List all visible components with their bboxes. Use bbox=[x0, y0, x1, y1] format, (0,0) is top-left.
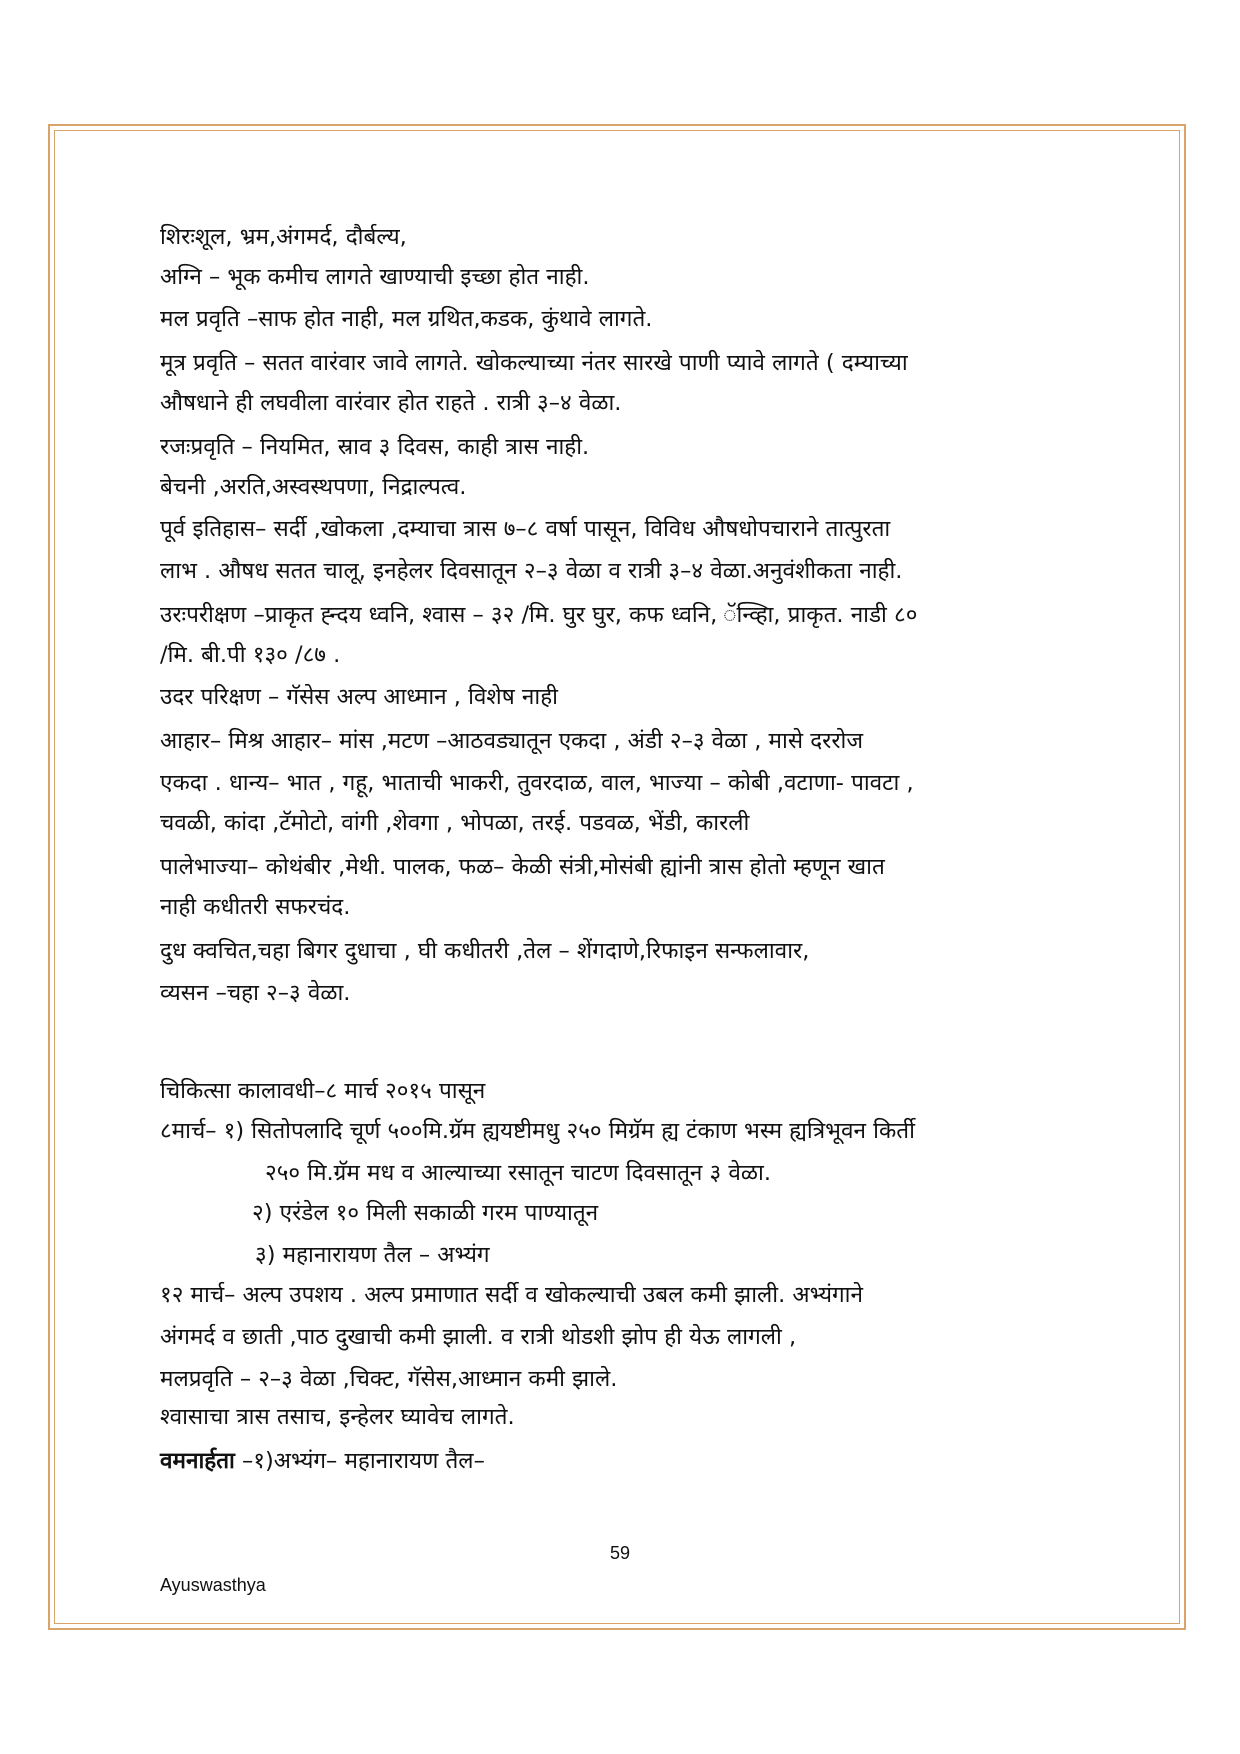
text-line-18: दुध क्वचित,चहा बिगर दुधाचा , घी कधीतरी ,तेल – शेंगदाणे,रिफाइन सन्फलावार, bbox=[160, 938, 810, 964]
treatment-day-1-item-2: २) एरंडेल १० मिली सकाळी गरम पाण्यातून bbox=[252, 1200, 599, 1226]
text-line-10: उरःपरीक्षण –प्राकृत ह्न्दय ध्वनि, श्वास – ३२ /मि. घुर घुर, कफ ध्वनि, ॅन्व्हाि, प्राकृत. नाडी ८० bbox=[160, 602, 918, 628]
followup-line-1: १२ मार्च– अल्प उपशय . अल्प प्रमाणात सर्दी व खोकल्याची उबल कमी झाली. अभ्यंगाने bbox=[160, 1282, 863, 1308]
text-line-5: औषधाने ही लघवीला वारंवार होत राहते . रात्री ३–४ वेळा. bbox=[160, 390, 622, 416]
page-number: 59 bbox=[609, 1543, 631, 1563]
followup-line-3: मलप्रवृति – २–३ वेळा ,चिक्ट, गॅसेस,आध्मान कमी झाले. bbox=[160, 1366, 618, 1392]
emesis-eligibility-label: वमनार्हता bbox=[160, 1448, 235, 1474]
text-line-15: चवळी, कांदा ,टॅमोटो, वांगी ,शेवगा , भोपळा, तरई. पडवळ, भेंडी, कारली bbox=[160, 810, 750, 836]
text-line-7: बेचनी ,अरति,अस्वस्थपणा, निद्राल्पत्व. bbox=[160, 474, 467, 500]
emesis-eligibility-line bbox=[160, 1446, 485, 1476]
emesis-eligibility-text: –१)अभ्यंग– महानारायण तैल– bbox=[234, 1448, 485, 1474]
treatment-heading: चिकित्सा कालावधी–८ मार्च २०१५ पासून bbox=[160, 1078, 486, 1104]
text-line-4: मूत्र प्रवृति – सतत वारंवार जावे लागते. खोकल्याच्या नंतर सारखे पाणी प्यावे लागते ( दम्याच्या bbox=[160, 350, 908, 376]
text-line-12: उदर परिक्षण – गॅसेस अल्प आध्मान , विशेष नाही bbox=[160, 684, 558, 710]
treatment-day-1-item-1: ८मार्च– १) सितोपलादि चूर्ण ५००मि.ग्रॅम ह्ययष्टीमधु २५० मिग्रॅम ह्य टंकाण भस्म ह्यत्रिभूवन किर्ती bbox=[160, 1118, 915, 1144]
footer-text: Ayuswasthya bbox=[160, 1575, 266, 1595]
followup-line-4: श्वासाचा त्रास तसाच, इन्हेलर घ्यावेच लागते. bbox=[160, 1404, 515, 1430]
treatment-day-1-item-3: ३) महानारायण तैल – अभ्यंग bbox=[255, 1242, 490, 1268]
text-line-1: शिरःशूल, भ्रम,अंगमर्द, दौर्बल्य, bbox=[160, 224, 407, 250]
text-line-11: /मि. बी.पी १३० /८७ . bbox=[160, 642, 341, 668]
followup-line-2: अंगमर्द व छाती ,पाठ दुखाची कमी झाली. व रात्री थोडशी झोप ही येऊ लागली , bbox=[160, 1324, 797, 1350]
text-line-17: नाही कधीतरी सफरचंद. bbox=[160, 894, 351, 920]
text-line-6: रजःप्रवृति – नियमित, स्राव ३ दिवस, काही त्रास नाही. bbox=[160, 434, 590, 460]
treatment-day-1-item-1-continued: २५० मि.ग्रॅम मध व आल्याच्या रसातून चाटण दिवसातून ३ वेळा. bbox=[265, 1160, 771, 1186]
text-line-3: मल प्रवृति –साफ होत नाही, मल ग्रथित,कडक, कुंथावे लागते. bbox=[160, 306, 653, 332]
text-line-19: व्यसन –चहा २–३ वेळा. bbox=[160, 980, 351, 1006]
text-line-9: लाभ . औषध सतत चालू, इनहेलर दिवसातून २–३ वेळा व रात्री ३–४ वेळा.अनुवंशीकता नाही. bbox=[160, 558, 903, 584]
text-line-16: पालेभाज्या– कोथंबीर ,मेथी. पालक, फळ– केळी संत्री,मोसंबी ह्यांनी त्रास होतो म्हणून खात bbox=[160, 854, 885, 880]
text-line-14: एकदा . धान्य– भात , गहू, भाताची भाकरी, तुवरदाळ, वाल, भाज्या – कोबी ,वटाणा- पावटा , bbox=[160, 770, 914, 796]
text-line-13: आहार– मिश्र आहार– मांस ,मटण –आठवड्यातून एकदा , अंडी २–३ वेळा , मासे दररोज bbox=[160, 728, 864, 754]
text-line-8: पूर्व इतिहास– सर्दी ,खोकला ,दम्याचा त्रास ७–८ वर्षा पासून, विविध औषधोपचाराने तात्पुरता bbox=[160, 516, 891, 542]
text-line-2: अग्नि – भूक कमीच लागते खाण्याची इच्छा होत नाही. bbox=[160, 264, 590, 290]
